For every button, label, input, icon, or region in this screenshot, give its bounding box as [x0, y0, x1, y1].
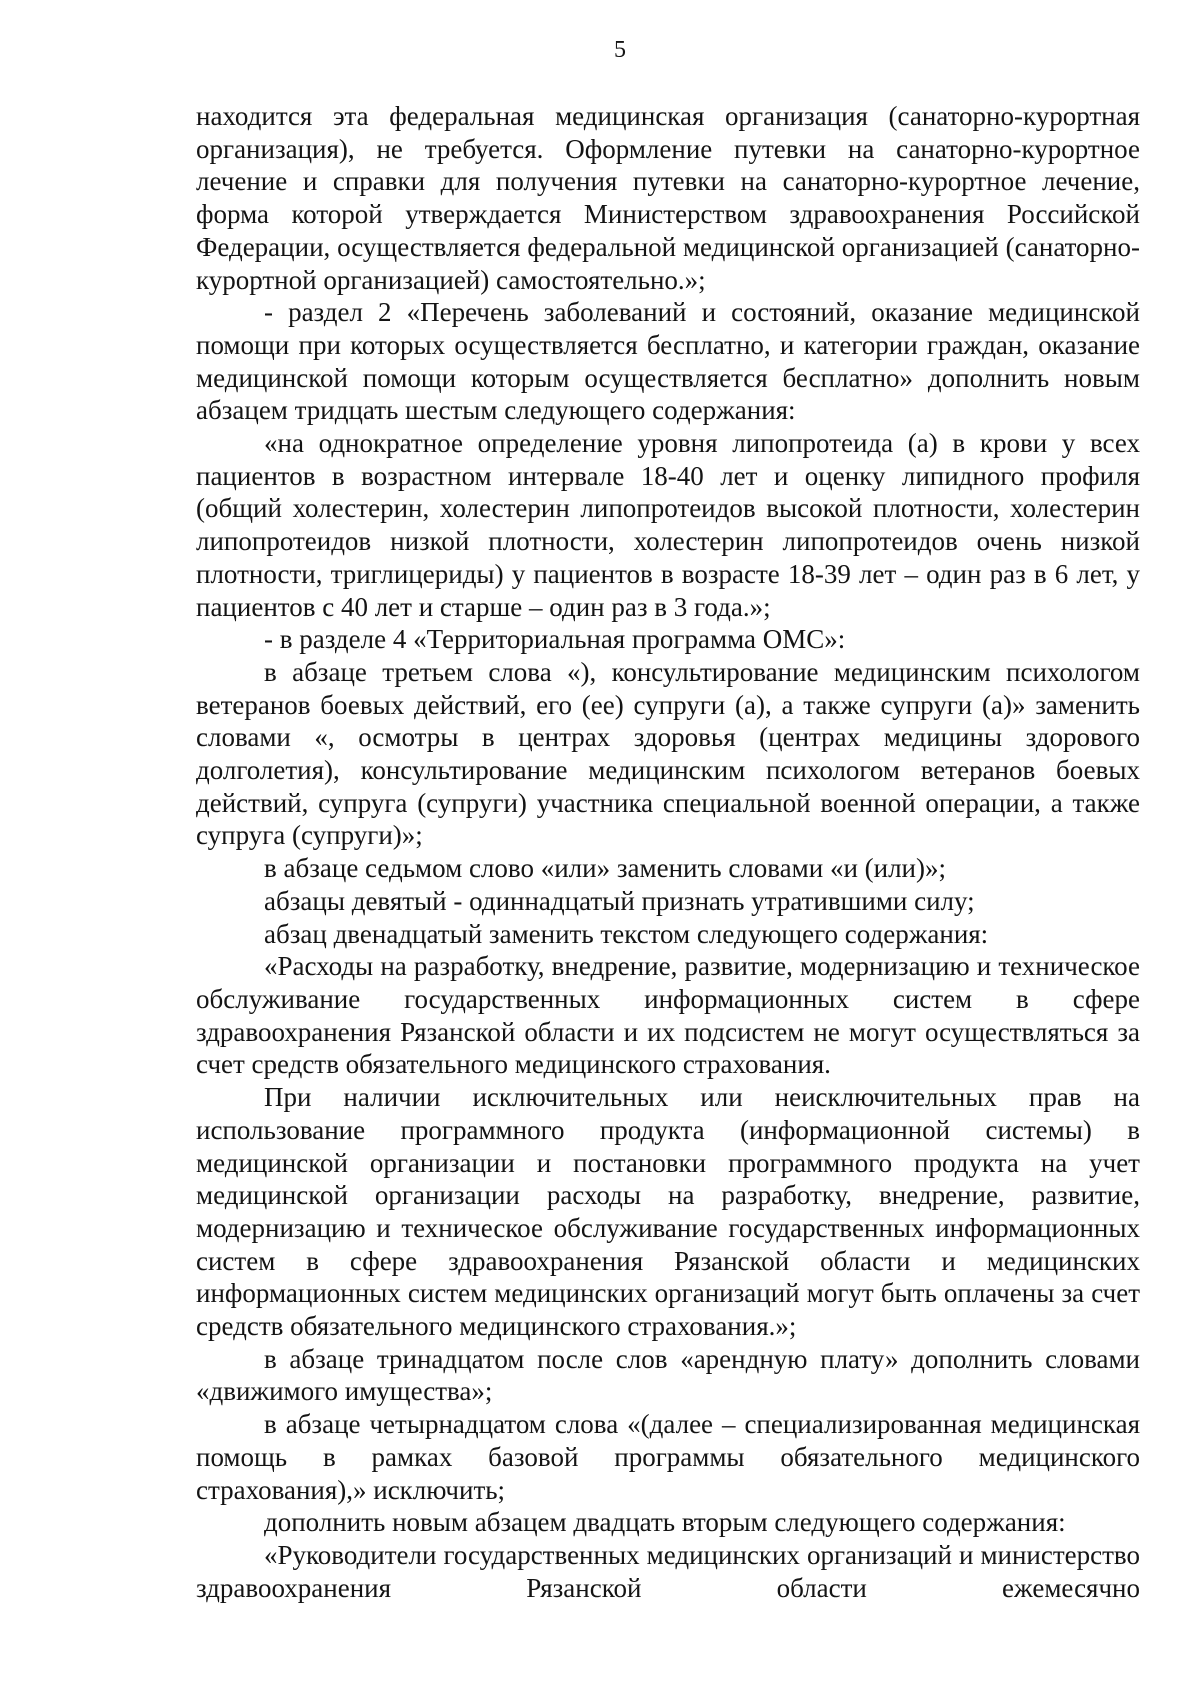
paragraph-abzac-9-11: абзацы девятый - одиннадцатый признать утратившими силу; — [264, 885, 975, 916]
paragraph-quote-expenses: «Расходы на разработку, внедрение, развитие, модернизацию и техническое обслуживание государственных информационных систем в сфере здравоохранения Рязанской области и их подсистем не могут осуществляться за счет средств обязательного медицинского страхования. — [196, 951, 1140, 1080]
paragraph-continuation: находится эта федеральная медицинская организация (санаторно-курортная организация), не требуется. Оформление путевки на санаторно-курортное лечение и справки для получения путевки на санаторно-курортное лечение, форма которой утверждается Министерством здравоохранения Российской Федерации, осуществляется федеральной медицинской организацией (санаторно-курортной организацией) самостоятельно.»; — [196, 101, 1140, 295]
document-body — [196, 100, 1140, 1604]
paragraph-section-2: - раздел 2 «Перечень заболеваний и состояний, оказание медицинской помощи при которых осуществляется бесплатно, и категории граждан, оказание медицинской помощи которым осуществляется бесплатно» дополнить новым абзацем тридцать шестым следующего содержания: — [196, 297, 1140, 426]
paragraph-abzac-13: в абзаце тринадцатом после слов «арендную плату» дополнить словами «движимого имущества»; — [196, 1343, 1140, 1407]
paragraph-abzac-7: в абзаце седьмом слово «или» заменить словами «и (или)»; — [264, 853, 947, 884]
paragraph-quote-lipoprotein: «на однократное определение уровня липопротеида (а) в крови у всех пациентов в возрастном интервале 18-40 лет и оценку липидного профиля (общий холестерин, холестерин липопротеидов высокой плотности, холестерин липопротеидов низкой плотности, холестерин липопротеидов очень низкой плотности, триглицериды) у пациентов в возрасте 18-39 лет – один раз в 6 лет, у пациентов с 40 лет и старше – один раз в 3 года.»; — [196, 428, 1140, 622]
page-number: 5 — [614, 37, 626, 63]
paragraph-abzac-22: дополнить новым абзацем двадцать вторым следующего содержания: — [264, 1507, 1066, 1538]
paragraph-abzac-3: в абзаце третьем слова «), консультирование медицинским психологом ветеранов боевых действий, его (ее) супруги (а), а также супруги (а)» заменить словами «, осмотры в центрах здоровья (центрах медицины здорового долголетия), консультирование медицинским психологом ветеранов боевых действий, супруга (супруги) участника специальной военной операции, а также супруга (супруги)»; — [196, 656, 1140, 851]
paragraph-quote-rights: При наличии исключительных или неисключительных прав на использование программного продукта (информационной системы) в медицинской организации и постановки программного продукта на учет медицинской организации расходы на разработку, внедрение, развитие, модернизацию и техническое обслуживание государственных информационных систем в сфере здравоохранения Рязанской области и медицинских информационных систем медицинских организаций могут быть оплачены за счет средств обязательного медицинского страхования.»; — [196, 1082, 1140, 1342]
paragraph-abzac-14: в абзаце четырнадцатом слова «(далее – специализированная медицинская помощь в рамках базовой программы обязательного медицинского страхования),» исключить; — [196, 1409, 1140, 1505]
paragraph-quote-heads: «Руководители государственных медицинских организаций и министерство здравоохранения Рязанской области ежемесячно — [196, 1539, 1140, 1603]
paragraph-section-4: - в разделе 4 «Территориальная программа ОМС»: — [264, 624, 846, 655]
paragraph-abzac-12: абзац двенадцатый заменить текстом следующего содержания: — [264, 918, 989, 949]
